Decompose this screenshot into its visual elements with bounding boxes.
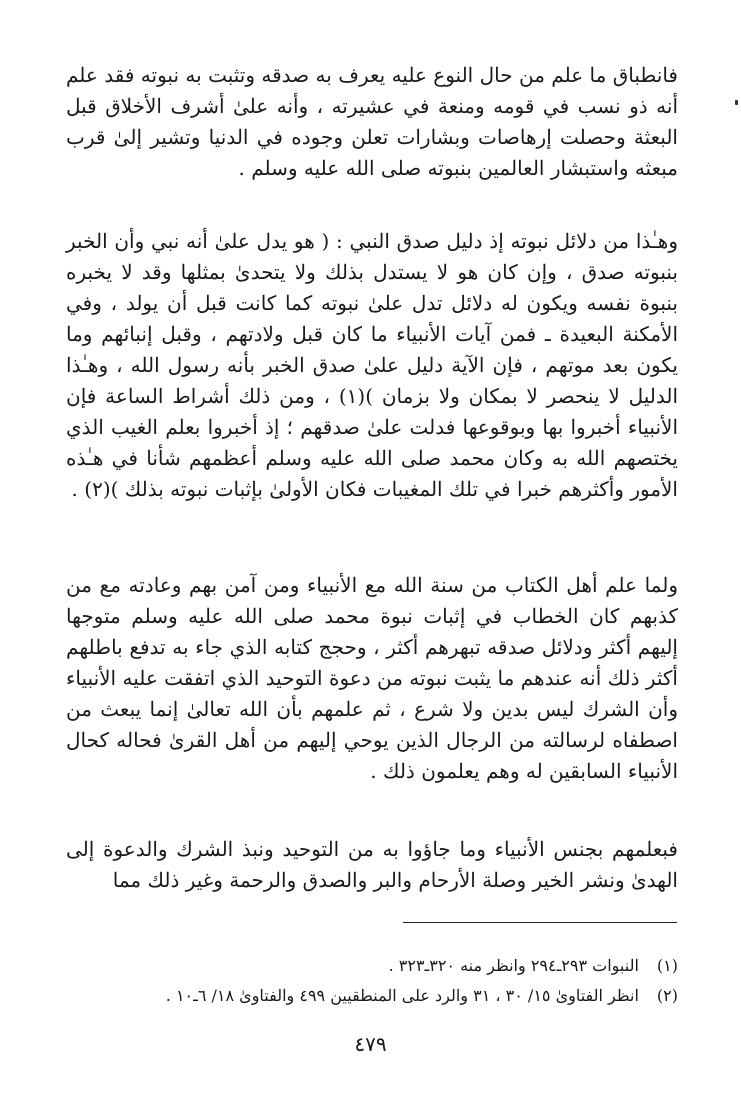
footnote-2-number: (٢) xyxy=(656,986,678,1005)
paragraph-4-text: فبعلمهم بجنس الأنبياء وما جاؤوا به من التوحيد ونبذ الشرك والدعوة إلى الهدىٰ ونشر الخير وصلة الأرحام والبر والصدق والرحمة وغير ذلك مما xyxy=(66,837,678,892)
paragraph-3-text: ولما علم أهل الكتاب من سنة الله مع الأنبياء ومن آمن بهم وعادته مع من كذبهم كان الخطاب في إثبات نبوة محمد صلى الله عليه وسلم متوجها إليهم أكثر ودلائل صدقه تبهرهم أكثر ، وحجج كتابه الذي جاء به تدفع باطلهم أكثر ذلك أنه عندهم ما يثبت نبوته من دعوة التوحيد الذي اتفقت عليه الأنبياء وأن الشرك ليس بدين ولا شرع ، ثم علمهم بأن الله تعالىٰ إنما يبعث من اصطفاه لرسالته من الرجال الذين يوحي إليهم من أهل القرىٰ فحاله كحال الأنبياء السابقين له وهم يعلمون ذلك . xyxy=(66,573,678,783)
footnote-1 xyxy=(150,952,678,980)
paragraph-4 xyxy=(66,834,678,896)
paragraph-1 xyxy=(66,60,678,184)
footnote-1-text: النبوات ٢٩٣ـ٢٩٤ وانظر منه ٣٢٠ـ٣٢٣ . xyxy=(388,956,639,975)
page-number: ٤٧٩ xyxy=(354,1032,387,1056)
paragraph-2 xyxy=(66,226,678,505)
scan-speck xyxy=(735,100,738,105)
footnote-2-text: انظر الفتاوىٰ ١٥/ ٣٠ ، ٣١ والرد على المنطقيين ٤٩٩ والفتاوىٰ ١٨/ ٦ـ١٠ . xyxy=(165,986,639,1005)
paragraph-3 xyxy=(66,570,678,787)
paragraph-1-text: فانطباق ما علم من حال النوع عليه يعرف به صدقه وتثبت به نبوته فقد علم أنه ذو نسب في قومه ومنعة في عشيرته ، وأنه علىٰ أشرف الأخلاق قبل البعثة وحصلت إرهاصات وبشارات تعلن وجوده في الدنيا وتشير إلىٰ قرب مبعثه واستبشار العالمين بنبوته صلى الله عليه وسلم . xyxy=(66,63,678,180)
footnote-divider xyxy=(403,922,677,923)
footnote-1-number: (١) xyxy=(656,956,678,975)
paragraph-2-text: وهـٰذا من دلائل نبوته إذ دليل صدق النبي : ( هو يدل علىٰ أنه نبي وأن الخبر بنبوته صدق ، وإن كان هو لا يستدل بذلك ولا يتحدىٰ بمثلها وقد لا يخبره بنبوة نفسه ويكون له دلائل تدل علىٰ نبوته كما كانت قبل أن يولد ، وفي الأمكنة البعيدة ـ فمن آيات الأنبياء ما كان قبل ولادتهم ، وقبل إنبائهم وما يكون بعد موتهم ، فإن الآية دليل علىٰ صدق الخبر بأنه رسول الله ، وهـٰذا الدليل لا ينحصر لا بمكان ولا بزمان )(١) ، ومن ذلك أشراط الساعة فإن الأنبياء أخبروا بها وبوقوعها فدلت علىٰ صدقهم ؛ إذ أخبروا بعلم الغيب الذي يختصهم الله به وكان محمد صلى الله عليه وسلم أعظمهم شأنا في هـٰذه الأمور وأكثرهم خبرا في تلك المغيبات فكان الأولىٰ بإثبات نبوته بذلك )(٢) . xyxy=(66,229,678,501)
footnote-2 xyxy=(150,982,678,1010)
